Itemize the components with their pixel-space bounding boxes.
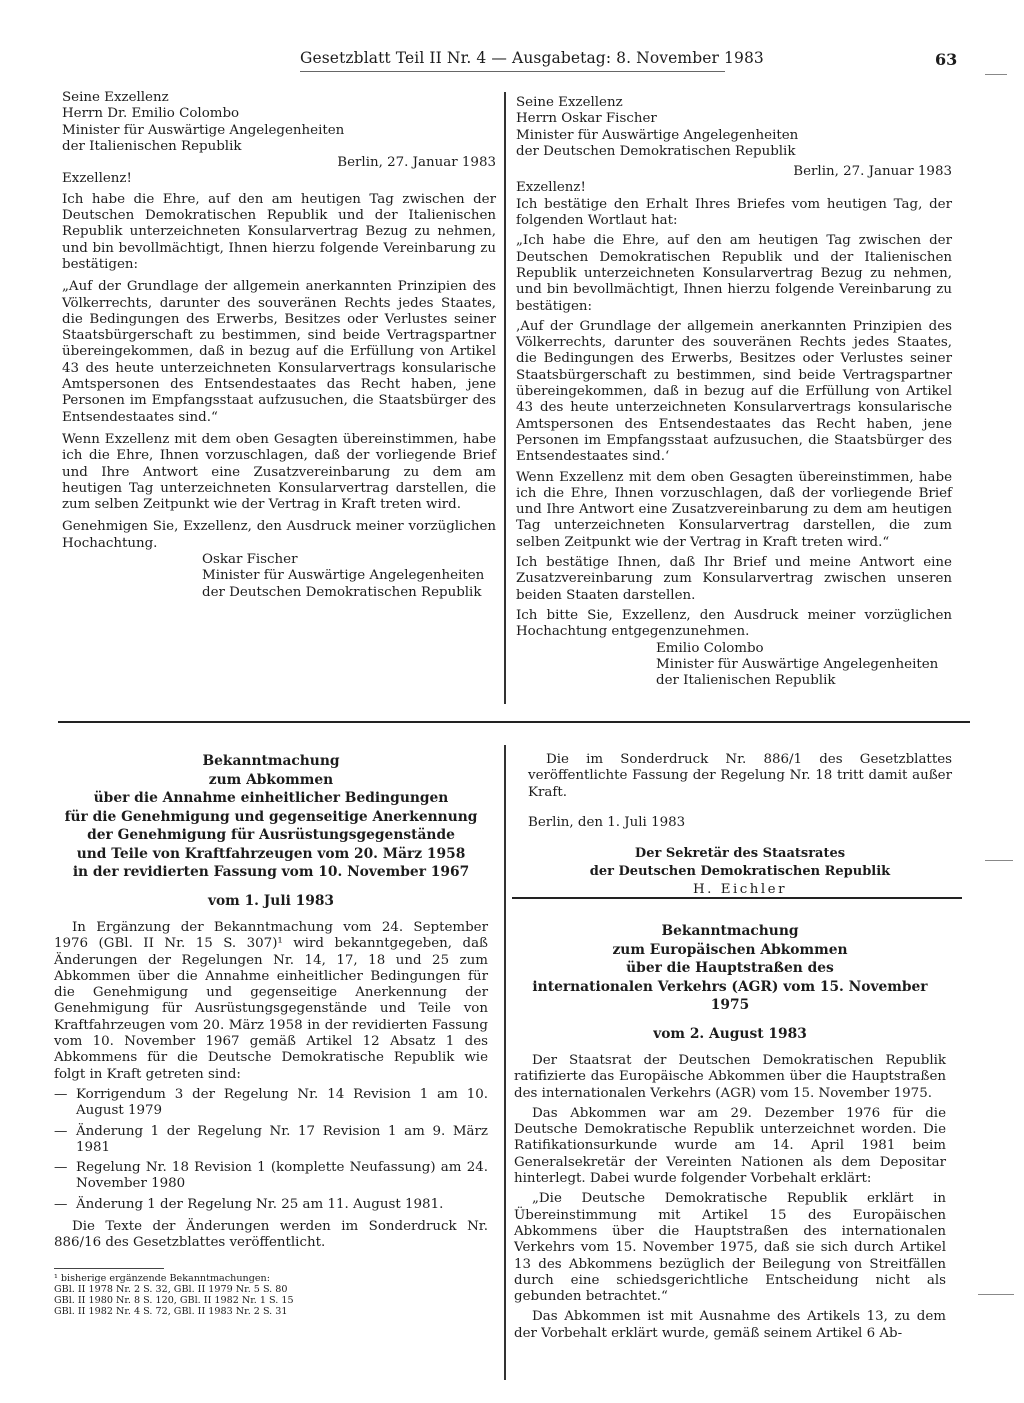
addressee-line: Seine Exzellenz [62,90,169,105]
letter-right [516,95,952,689]
list-item [54,1160,488,1193]
dateline: Berlin, 27. Januar 1983 [337,155,496,171]
dateline: Berlin, 27. Januar 1983 [793,164,952,180]
signature-line: Minister für Auswärtige Angelegenheiten [656,656,939,672]
dash-bullet: — [54,1123,68,1139]
footnote-line: GBl. II 1980 Nr. 8 S. 120, GBl. II 1982 Nr. 1 S. 15 [54,1294,294,1306]
letter-paragraph: „Auf der Grundlage der allgemein anerkannten Prinzipien des Völkerrechts, darunter des souveränen Rechts jedes Staates, die Bedingungen des Erwerbs, Besitzes oder Verlustes seiner Staatsbürgerschaft zu bestimmen, sind beide Vertragspartner übereingekommen, daß in bezug auf die Erfüllung von Artikel 43 des heute unterzeichneten Konsularvertrags konsularische Amtspersonen des Entsendestaates das Recht haben, jene Personen im Empfangsstaat aufzusuchen, die Staatsbürger des Entsendestaates sind.“ [62,279,496,425]
notice-right-top [528,752,952,898]
salutation: Exzellenz! [516,180,586,196]
notice-paragraph: Die Texte der Änderungen werden im Sonderdruck Nr. 886/16 des Gesetzblattes veröffentlicht. [54,1219,488,1251]
header-rule [300,71,725,72]
letter-left [62,90,496,601]
letter-paragraph: Ich habe die Ehre, auf den am heutigen Tag zwischen der Deutschen Demokratischen Republik und der Italienischen Republik unterzeichneten Konsularvertrag Bezug zu nehmen, und bin bevollmächtigt, Ihnen hierzu folgende Vereinbarung zu bestätigen: [62,191,496,272]
signer-block [528,845,952,880]
signature-line: der Italienischen Republik [656,673,836,689]
title-line: und Teile von Kraftfahrzeugen vom 20. März 1958 [76,845,466,862]
title-line: Bekanntmachung [661,923,799,939]
letter-paragraph: ‚Auf der Grundlage der allgemein anerkannten Prinzipien des Völkerrechts, darunter des souveränen Rechts jedes Staates, die Bedingungen des Erwerbs, Besitzes oder Verlustes seiner Staatsbürgerschaft zu bestimmen, sind beide Vertragspartner übereingekommen, daß in bezug auf die Erfüllung von Artikel 43 des heute unterzeichneten Konsularvertrags konsularische Amtspersonen des Entsendestaates das Recht haben, jene Personen im Empfangsstaat aufzusuchen, die Staatsbürger des Entsendestaates sind.‘ [516,318,952,465]
addressee-line: der Deutschen Demokratischen Republik [516,143,796,159]
dash-bullet: — [54,1196,68,1212]
signer-name: H. Eichler [693,882,787,898]
notice-paragraph: Das Abkommen war am 29. Dezember 1976 für die Deutsche Demokratische Republik unterzeichnet worden. Die Ratifikationsurkunde wurde am 14. April 1981 beim Generalsekretär der Vereinten Nationen als dem Depositar hinterlegt. Dabei wurde folgender Vorbehalt erklärt: [514,1105,946,1187]
title-line: der Genehmigung für Ausrüstungsgegenstände [87,827,455,843]
notice-paragraph: Die im Sonderdruck Nr. 886/1 des Gesetzblattes veröffentlichte Fassung der Regelung Nr. 18 tritt damit außer Kraft. [528,752,952,800]
title-line: über die Hauptstraßen des [626,960,834,976]
footnote [54,1273,488,1317]
section-rule [58,721,970,723]
section-rule [512,897,962,899]
notice-paragraph: „Die Deutsche Demokratische Republik erklärt in Übereinstimmung mit Artikel 15 des Europäischen Abkommens über die Hauptstraßen des internationalen Verkehrs vom 15. November 1975, daß sie sich durch Artikel 13 des Abkommens bezüglich der Beilegung von Streitfällen durch eine schiedsgerichtliche Entscheidung nicht als gebunden betrachtet.“ [514,1191,946,1305]
letter-paragraph: Ich bestätige den Erhalt Ihres Briefes vom heutigen Tag, der folgenden Wortlaut hat: [516,196,952,229]
list-item-text: Regelung Nr. 18 Revision 1 (komplette Neufassung) am 24. November 1980 [76,1160,488,1192]
notice-title [54,752,488,882]
notice-left [54,752,488,1317]
footnote-rule [54,1268,164,1269]
title-line: Bekanntmachung [202,753,340,769]
signer-line: Der Sekretär des Staatsrates [634,846,846,862]
list-item [54,1124,488,1157]
list-item [54,1197,488,1213]
title-line: über die Annahme einheitlicher Bedingungen [93,790,449,806]
addressee-line: Seine Exzellenz [516,95,623,110]
title-line: zum Europäischen Abkommen [612,941,848,958]
signature-line: Emilio Colombo [656,640,764,656]
signature-block [62,552,496,601]
addressee-line: Herrn Dr. Emilio Colombo [62,106,240,122]
notice-paragraph: Das Abkommen ist mit Ausnahme des Artikels 13, zu dem der Vorbehalt erklärt wurde, gemäß seinem Artikel 6 Ab- [514,1309,946,1341]
footnote-title: ¹ bisherige ergänzende Bekanntmachungen: [54,1272,270,1284]
header-title: Gesetzblatt Teil II Nr. 4 — Ausgabetag: 8. November 1983 [300,49,764,67]
notice-title [514,922,946,1015]
letter-paragraph: Ich bitte Sie, Exzellenz, den Ausdruck meiner vorzüglichen Hochachtung entgegenzunehmen. [516,607,952,640]
letter-paragraph: Genehmigen Sie, Exzellenz, den Ausdruck meiner vorzüglichen Hochachtung. [62,519,496,551]
addressee-line: der Italienischen Republik [62,138,242,154]
list-item-text: Änderung 1 der Regelung Nr. 25 am 11. August 1981. [76,1196,444,1212]
letter-paragraph: Wenn Exzellenz mit dem oben Gesagten übereinstimmen, habe ich die Ehre, Ihnen vorzuschlagen, daß der vorliegende Brief und Ihre Antwort eine Zusatzvereinbarung zu dem am heutigen Tag unterzeichneten Konsularvertrag darstellen, die zum selben Zeitpunkt wie der Vertrag in Kraft treten wird.“ [516,469,952,550]
signature-line: der Deutschen Demokratischen Republik [202,584,482,600]
title-line: zum Abkommen [208,771,334,788]
footnote-line: GBl. II 1982 Nr. 4 S. 72, GBl. II 1983 Nr. 2 S. 31 [54,1305,288,1317]
notice-paragraph: In Ergänzung der Bekanntmachung vom 24. September 1976 (GBl. II Nr. 15 S. 307)¹ wird bekanntgegeben, daß Änderungen der Regelungen Nr. 14, 17, 18 und 25 zum Abkommen über die Annahme einheitlicher Bedingungen für die Genehmigung und gegenseitige Anerkennung der Genehmigung für Ausrüstungsgegenstände und Teile von Kraftfahrzeugen vom 20. März 1958 in der revidierten Fassung vom 10. November 1967 gemäß Artikel 12 Absatz 1 des Abkommens für die Deutsche Demokratische Republik wie folgt in Kraft getreten sind: [54,920,488,1082]
margin-mark [985,860,1013,861]
signature-block [516,641,952,690]
footnote-line: GBl. II 1978 Nr. 2 S. 32, GBl. II 1979 Nr. 5 S. 80 [54,1283,288,1295]
page-number: 63 [935,50,958,69]
addressee-line: Minister für Auswärtige Angelegenheiten [62,122,345,138]
signer-line: der Deutschen Demokratischen Republik [589,863,891,879]
dash-bullet: — [54,1160,68,1176]
notice-date: vom 2. August 1983 [653,1025,807,1042]
notice-date: vom 1. Juli 1983 [207,892,335,909]
letter-paragraph: „Ich habe die Ehre, auf den am heutigen Tag zwischen der Deutschen Demokratischen Republik und der Italienischen Republik unterzeichneten Konsularvertrag Bezug zu nehmen, und bin bevollmächtigt, Ihnen hierzu folgende Vereinbarung zu bestätigen: [516,233,952,314]
column-divider-top [504,92,506,704]
dash-bullet: — [54,1086,68,1102]
salutation: Exzellenz! [62,171,132,187]
title-line: in der revidierten Fassung vom 10. November 1967 [72,864,470,880]
list-item [54,1087,488,1120]
notice-right [514,922,946,1342]
addressee-line: Minister für Auswärtige Angelegenheiten [516,127,799,143]
signature-line: Oskar Fischer [202,552,298,568]
addressee-line: Herrn Oskar Fischer [516,111,657,127]
title-line: internationalen Verkehrs (AGR) vom 15. November 1975 [532,978,928,1013]
letter-paragraph: Ich bestätige Ihnen, daß Ihr Brief und meine Antwort eine Zusatzvereinbarung zum Konsularvertrag zwischen unseren beiden Staaten darstellen. [516,555,952,603]
dateline: Berlin, den 1. Juli 1983 [528,814,686,830]
margin-mark [978,1294,1014,1295]
margin-mark [985,74,1007,75]
title-line: für die Genehmigung und gegenseitige Anerkennung [64,808,478,825]
signature-line: Minister für Auswärtige Angelegenheiten [202,568,485,584]
page-header [0,47,1024,73]
list-item-text: Änderung 1 der Regelung Nr. 17 Revision 1 am 9. März 1981 [76,1123,488,1155]
column-divider-bottom [504,745,506,1380]
letter-paragraph: Wenn Exzellenz mit dem oben Gesagten übereinstimmen, habe ich die Ehre, Ihnen vorzuschlagen, daß der vorliegende Brief und Ihre Antwort eine Zusatzvereinbarung zu dem am heutigen Tag unterzeichneten Konsularvertrag darstellen, die zum selben Zeitpunkt wie der Vertrag in Kraft treten wird. [62,431,496,513]
list-item-text: Korrigendum 3 der Regelung Nr. 14 Revision 1 am 10. August 1979 [76,1086,488,1119]
notice-paragraph: Der Staatsrat der Deutschen Demokratischen Republik ratifizierte das Europäische Abkommen über die Hauptstraßen des internationalen Verkehrs (AGR) vom 15. November 1975. [514,1053,946,1101]
